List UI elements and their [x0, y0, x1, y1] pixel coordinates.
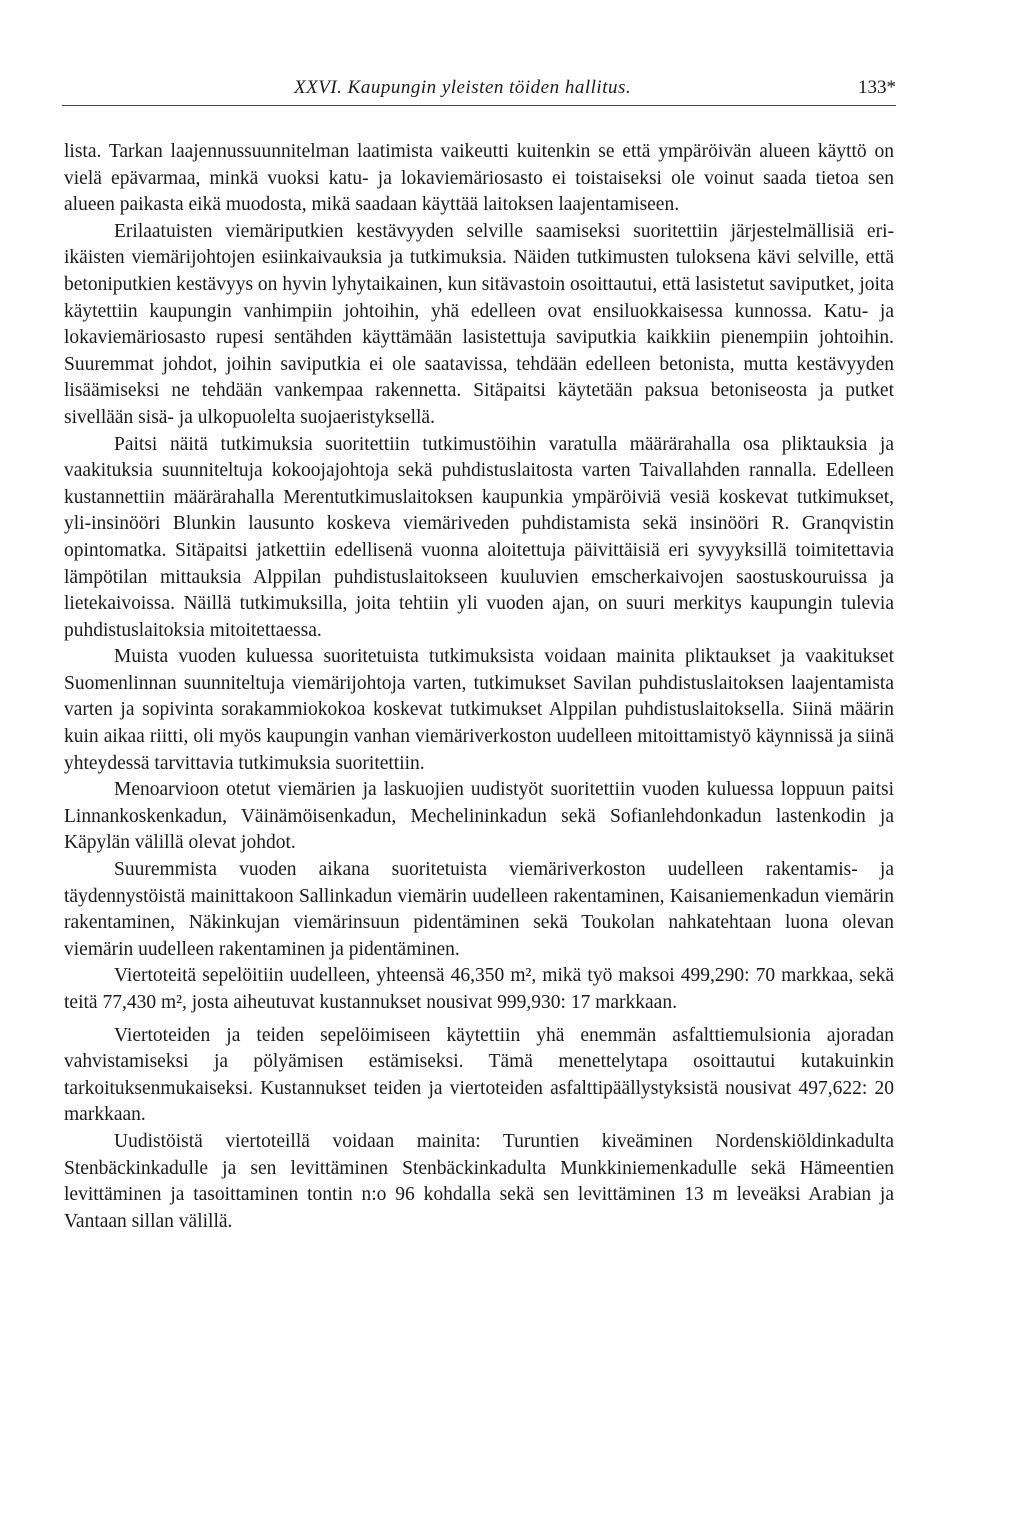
paragraph-5: Menoarvioon otetut viemärien ja laskuojien uudistyöt suoritettiin vuoden kuluessa loppuun paitsi Linnankoskenkadun, Väinämöisenkadun, Mechelininkadun sekä Sofianlehdonkadun lastenkodin ja Käpylän välillä olevat johdot.: [64, 779, 894, 854]
page-number: 133*: [858, 77, 896, 98]
paragraph-7: Viertoteitä sepelöitiin uudelleen, yhteensä 46,350 m², mikä työ maksoi 499,290: 70 markkaa, sekä teitä 77,430 m², josta aiheutuvat kustannukset nousivat 999,930: 17 markkaan.: [64, 965, 894, 1013]
running-header: [62, 75, 896, 106]
paragraph-9: Uudistöistä viertoteillä voidaan mainita: Turuntien kiveäminen Nordenskiöldinkadulta Stenbäckinkadulle ja sen levittäminen Stenbäckinkadulta Munkkiniemenkadulle sekä Hämeentien levittäminen ja tasoittaminen tontin n:o 96 kohdalla sekä sen levittäminen 13 m leveäksi Arabian ja Vantaan sillan välillä.: [64, 1130, 894, 1232]
paragraph-2: Erilaatuisten viemäriputkien kestävyyden selville saamiseksi suoritettiin järjestelmällisiä eri-ikäisten viemärijohtojen esiinkaivauksia ja tutkimuksia. Näiden tutkimusten tuloksena kävi selville, että betoniputkien kestävyys on hyvin lyhytaikainen, kun sitävastoin osoittautui, että lasistetut saviputket, joita käytettiin kaupungin vanhimpiin johtoihin, yhä edelleen ovat ensiluokkaisessa kunnossa. Katu- ja lokaviemäriosasto rupesi sentähden käyttämään lasistettuja saviputkia kaikkiin pienempiin johtoihin. Suuremmat johdot, joihin saviputkia ei ole saatavissa, tehdään edelleen betonista, mutta kestävyyden lisäämiseksi ne tehdään vankempaa rakennetta. Sitäpaitsi käytetään paksua betoniseosta ja putket sivellään sisä- ja ulkopuolelta suojaeristyksellä.: [64, 220, 894, 428]
body-text: [64, 139, 894, 1235]
paragraph-1: lista. Tarkan laajennussuunnitelman laatimista vaikeutti kuitenkin se että ympäröivän alueen käyttö on vielä epävarmaa, minkä vuoksi katu- ja lokaviemäriosasto ei toistaiseksi ole voinut saada tietoa sen alueen paikasta eikä muodosta, mikä saadaan käyttää laitoksen laajentamiseen.: [64, 141, 894, 216]
paragraph-6: Suuremmista vuoden aikana suoritetuista viemäriverkoston uudelleen rakentamis- ja täydennystöistä mainittakoon Sallinkadun viemärin uudelleen rakentaminen, Kaisaniemenkadun viemärin rakentaminen, Näkinkujan viemärinsuun pidentäminen sekä Toukolan nahkatehtaan luona olevan viemärin uudelleen rakentaminen ja pidentäminen.: [64, 859, 894, 960]
paragraph-8: Viertoteiden ja teiden sepelöimiseen käytettiin yhä enemmän asfalttiemulsionia ajoradan vahvistamiseksi ja pölyämisen estämiseksi. Tämä menettelytapa osoittautui kutakuinkin tarkoituksenmukaiseksi. Kustannukset teiden ja viertoteiden asfalttipäällystyksistä nousivat 497,622: 20 markkaan.: [64, 1024, 894, 1126]
header-title: XXVI. Kaupungin yleisten töiden hallitus.: [294, 77, 632, 98]
paragraph-4: Muista vuoden kuluessa suoritetuista tutkimuksista voidaan mainita pliktaukset ja vaakitukset Suomenlinnan suunniteltuja viemärijohtoja varten, tutkimukset Savilan puhdistuslaitoksen laajentamista varten ja sopivinta sorakammiokokoa koskevat tutkimukset Alppilan puhdistuslaitoksella. Siinä määrin kuin aikaa riitti, oli myös kaupungin vanhan viemäriverkoston uudelleen mitoittamistyö käynnissä ja siinä yhteydessä tarvittavia tutkimuksia suoritettiin.: [64, 646, 894, 774]
paragraph-3: Paitsi näitä tutkimuksia suoritettiin tutkimustöihin varatulla määrärahalla osa pliktauksia ja vaakituksia suunniteltuja kokoojajohtoja sekä puhdistuslaitosta varten Taivallahden rannalla. Edelleen kustannettiin määrärahalla Merentutkimuslaitoksen kaupunkia ympäröiviä vesiä koskevat tutkimukset, yli-insinööri Blunkin lausunto koskeva viemäriveden puhdistamista sekä insinööri R. Granqvistin opintomatka. Sitäpaitsi jatkettiin edellisenä vuonna aloitettuja päivittäisiä eri syvyyksillä toimitettavia lämpötilan mittauksia Alppilan puhdistuslaitokseen kuuluvien emscherkaivojen saostuskouruissa ja lietekaivoissa. Näillä tutkimuksilla, joita tehtiin yli vuoden ajan, on suuri merkitys kaupungin tulevia puhdistuslaitoksia mitoitettaessa.: [64, 433, 894, 641]
